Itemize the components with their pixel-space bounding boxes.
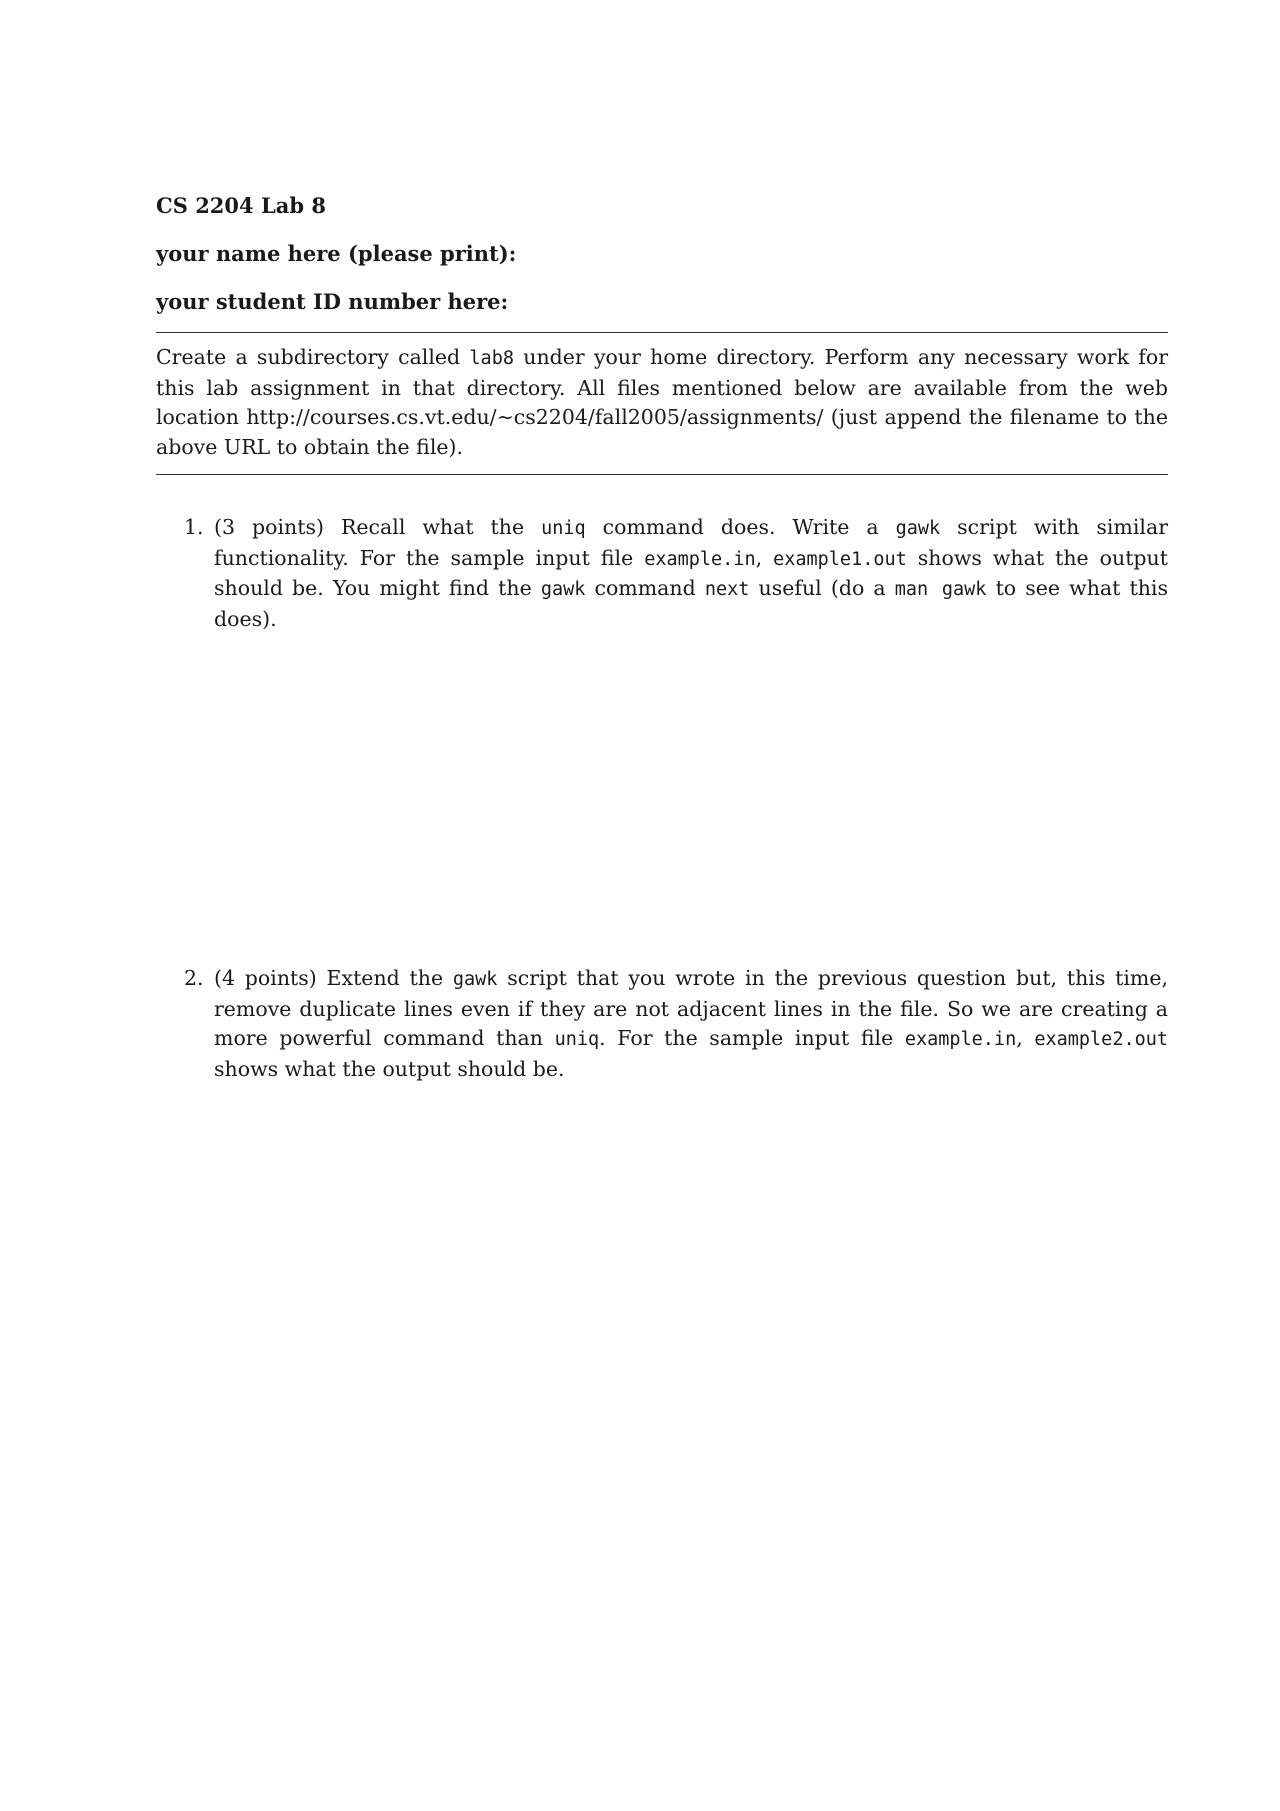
- bottom-rule: [156, 474, 1168, 475]
- inline-code: example1.out: [773, 548, 907, 570]
- question-text-run: command does. Write a: [585, 515, 896, 539]
- inline-code: example.in: [904, 1029, 1017, 1050]
- question-text-run: . For the sample input file: [599, 1026, 905, 1050]
- question-2: [156, 964, 1168, 1084]
- intro-text: under your home directory. Perform any necessary work for this lab assignment in that directory. All files mentioned below are available from the web location http://courses.cs.vt.edu/∼cs2204/fall2005/assignments/ (just append the filename to the above URL to obtain the file).: [156, 345, 1169, 459]
- question-text-run: ,: [1016, 1026, 1035, 1050]
- document-title: CS 2204 Lab 8: [156, 193, 326, 218]
- inline-code: gawk: [540, 579, 586, 600]
- top-rule: [156, 332, 1168, 333]
- name-field-label: your name here (please print):: [156, 241, 517, 266]
- intro-code: lab8: [469, 348, 514, 369]
- intro-text: Create a subdirectory called: [156, 345, 470, 369]
- question-text-run: script with similar functionality. For the sample input file: [214, 515, 1169, 570]
- inline-code: gawk: [895, 518, 941, 539]
- inline-code: man gawk: [894, 579, 987, 600]
- inline-code: uniq: [541, 518, 586, 539]
- inline-code: next: [704, 579, 750, 600]
- question-1: [156, 513, 1168, 634]
- question-text-run: command: [585, 576, 705, 600]
- student-id-field-label: your student ID number here:: [156, 289, 509, 314]
- inline-code: example.in: [644, 548, 756, 570]
- question-number: 2.: [184, 966, 204, 990]
- question-text: [214, 513, 1168, 634]
- question-text-run: (4 points) Extend the: [214, 966, 453, 990]
- lab-document: [156, 192, 1168, 1084]
- question-text: [214, 964, 1168, 1084]
- question-text-run: shows what the output should be.: [214, 1056, 565, 1081]
- question-number: 1.: [184, 515, 204, 539]
- inline-code: gawk: [452, 969, 498, 990]
- inline-code: uniq: [554, 1029, 600, 1050]
- question-text-run: shows what the output should be. You might find the: [214, 545, 1168, 600]
- question-text-run: ,: [755, 545, 774, 570]
- question-text-run: script that you wrote in the previous question but, this time, remove duplicate lines even if they are not adjacent lines in the file. So we are creating a more powerful command than: [214, 966, 1168, 1050]
- intro-paragraph: [156, 343, 1168, 462]
- question-text-run: to see what this does).: [214, 576, 1168, 631]
- inline-code: example2.out: [1034, 1029, 1169, 1050]
- question-text-run: useful (do a: [749, 576, 895, 600]
- question-text-run: (3 points) Recall what the: [214, 515, 542, 539]
